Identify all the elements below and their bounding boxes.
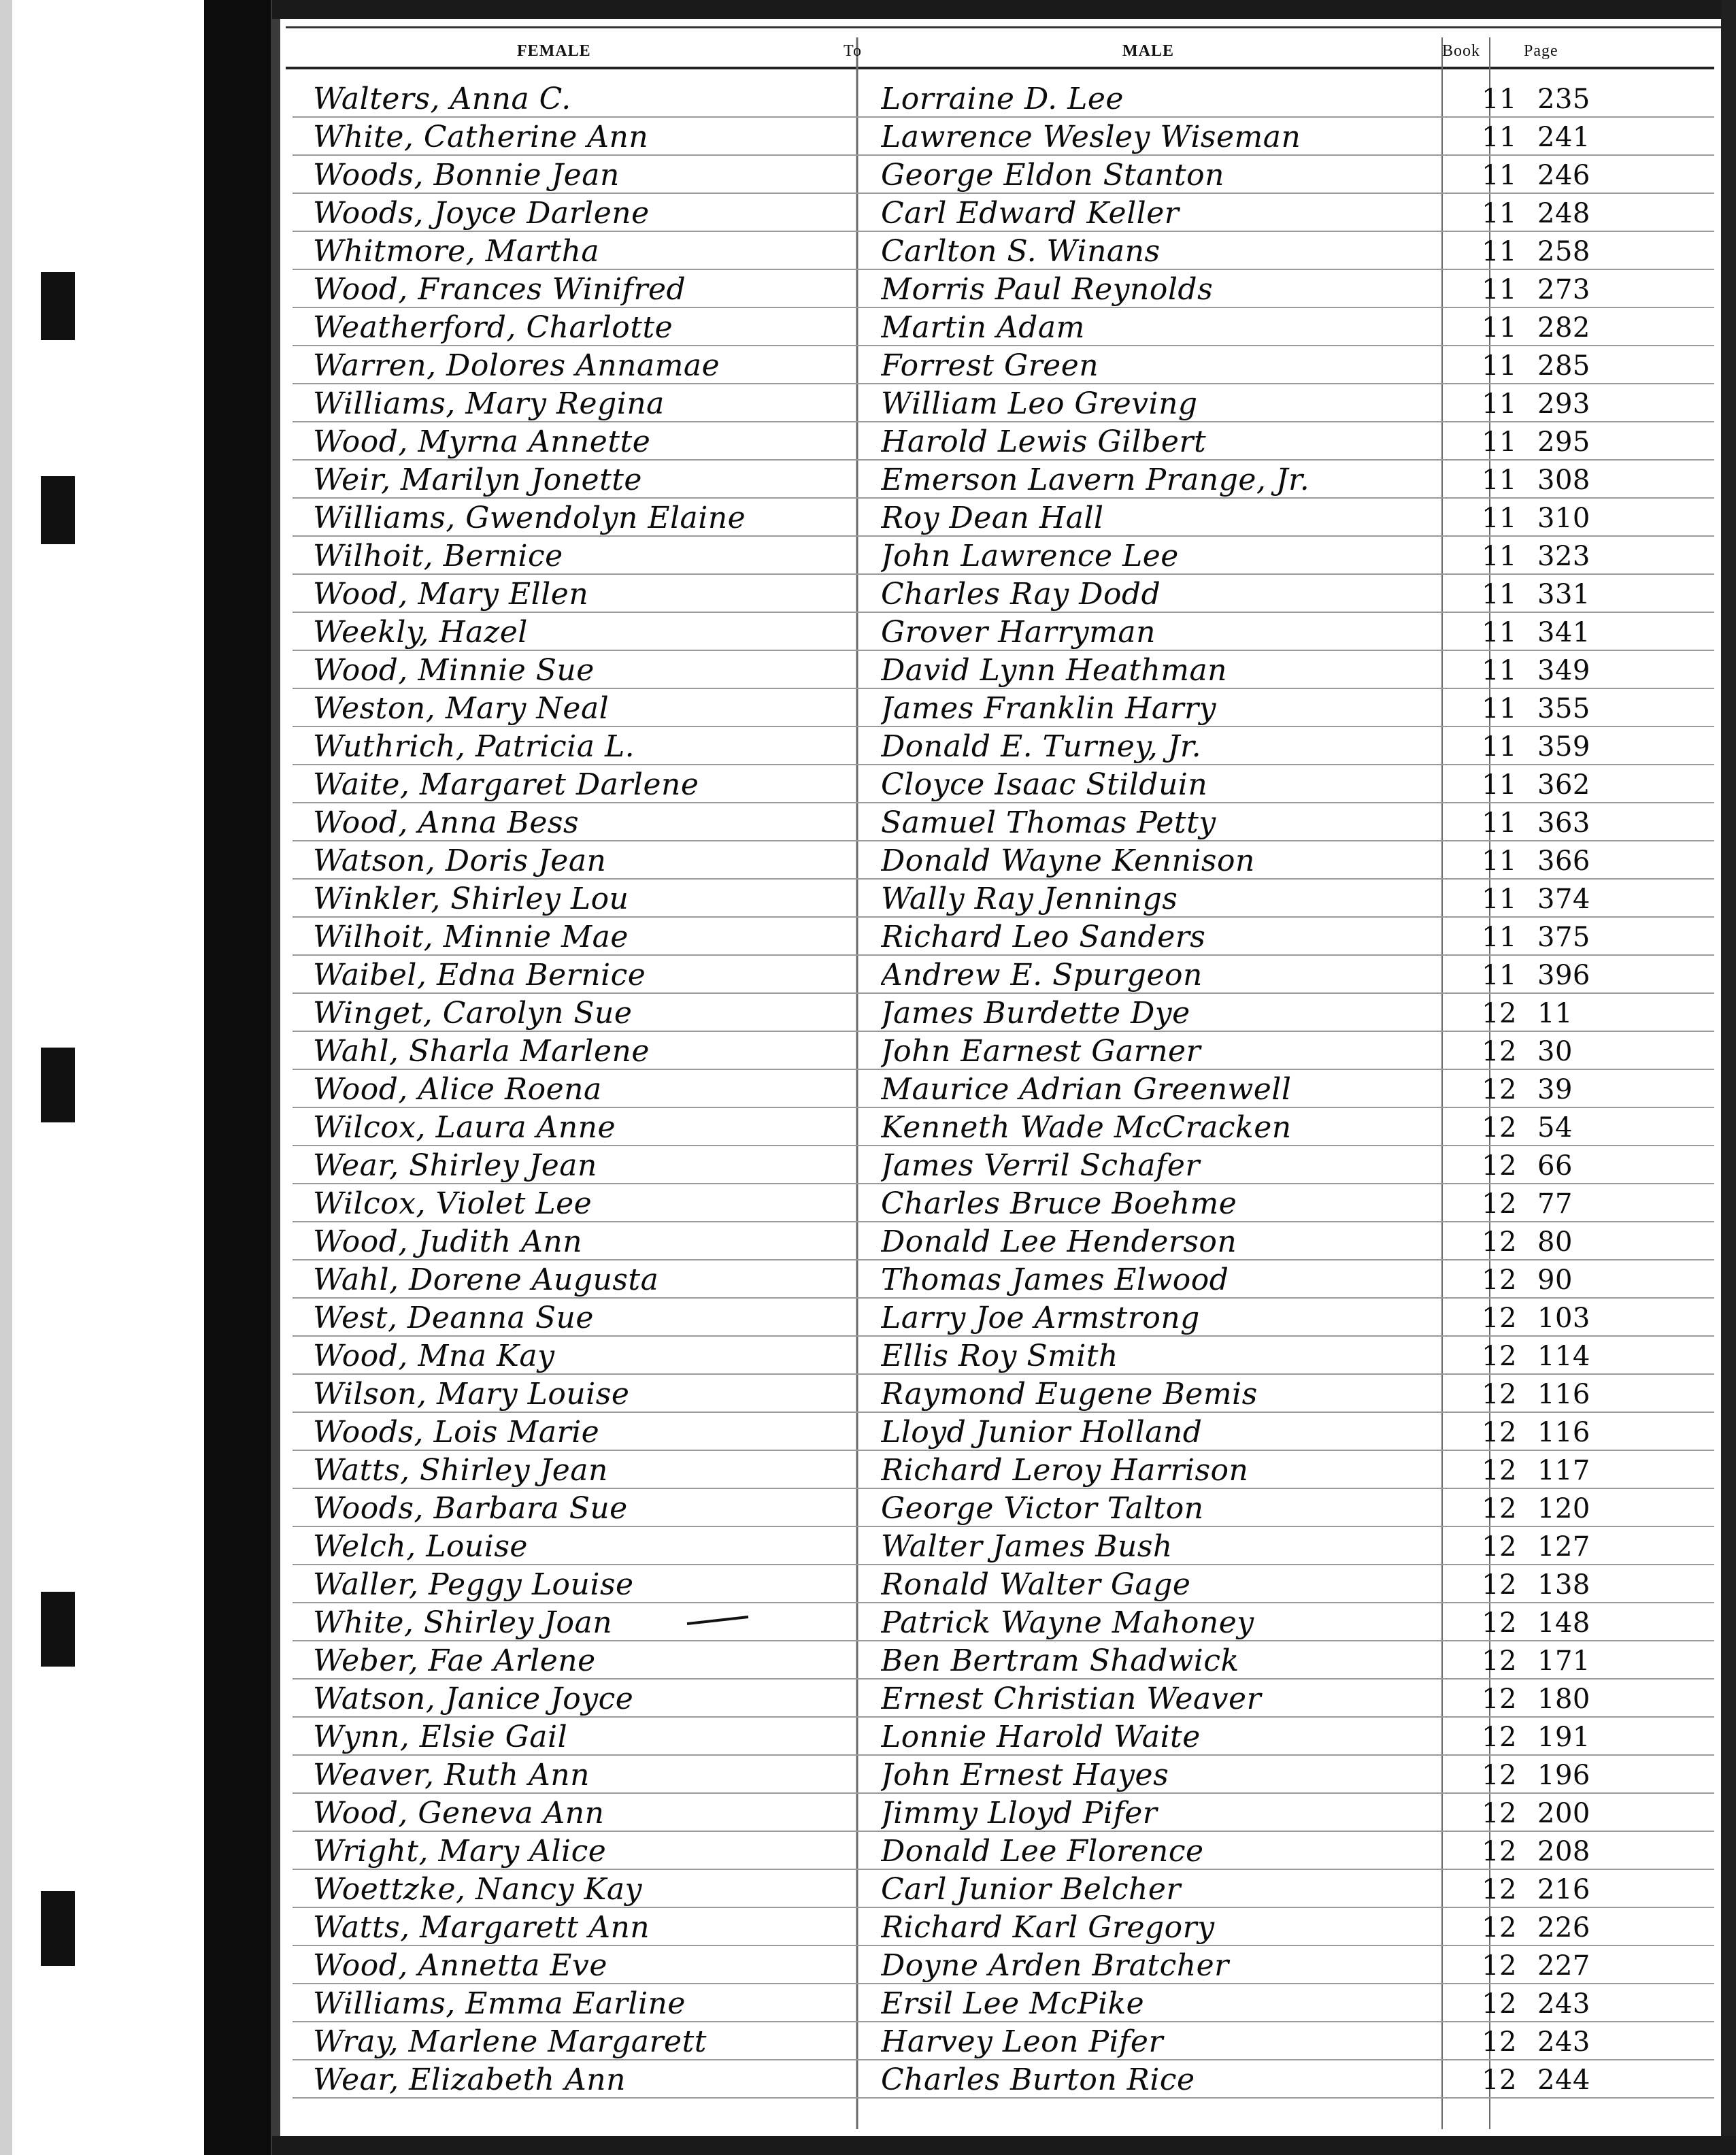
female-name: Williams, Emma Earline xyxy=(313,1986,686,2021)
book-number: 12 xyxy=(1482,1379,1517,1410)
book-number: 12 xyxy=(1482,1760,1517,1791)
book-number: 11 xyxy=(1482,465,1517,496)
page-number: 258 xyxy=(1537,236,1590,267)
table-row xyxy=(299,1528,1653,1566)
male-name: Donald Wayne Kennison xyxy=(881,843,1255,878)
page-number: 180 xyxy=(1537,1684,1590,1715)
male-name: Lawrence Wesley Wiseman xyxy=(881,120,1301,154)
margin-tab xyxy=(41,1891,75,1966)
male-name: Patrick Wayne Mahoney xyxy=(881,1605,1254,1640)
female-name: Wood, Geneva Ann xyxy=(313,1796,605,1831)
book-number: 11 xyxy=(1482,922,1517,953)
book-number: 12 xyxy=(1482,1074,1517,1105)
male-name: Charles Ray Dodd xyxy=(881,577,1161,612)
female-name: Wood, Frances Winifred xyxy=(313,272,686,307)
male-name: Roy Dean Hall xyxy=(881,501,1104,535)
male-name: John Lawrence Lee xyxy=(881,539,1179,573)
female-name: Woods, Barbara Sue xyxy=(313,1491,628,1526)
book-number: 12 xyxy=(1482,1112,1517,1143)
male-name: Ernest Christian Weaver xyxy=(881,1682,1262,1716)
female-name: Woods, Bonnie Jean xyxy=(313,158,620,193)
female-name: Wood, Mna Kay xyxy=(313,1339,555,1373)
table-row xyxy=(299,309,1653,347)
female-name: Wood, Myrna Annette xyxy=(313,424,651,459)
female-name: Watson, Doris Jean xyxy=(313,843,607,878)
female-name: Watts, Shirley Jean xyxy=(313,1453,608,1488)
binding-strip xyxy=(204,0,272,2155)
page-number: 226 xyxy=(1537,1912,1590,1943)
book-number: 11 xyxy=(1482,693,1517,724)
table-row xyxy=(299,1718,1653,1756)
book-number: 11 xyxy=(1482,312,1517,344)
male-name: Doyne Arden Bratcher xyxy=(881,1948,1229,1983)
female-name: Wood, Judith Ann xyxy=(313,1224,583,1259)
margin-tab xyxy=(41,272,75,340)
page-number: 116 xyxy=(1537,1379,1590,1410)
table-row xyxy=(299,156,1653,195)
male-name: Lonnie Harold Waite xyxy=(881,1720,1201,1754)
table-row xyxy=(299,1985,1653,2023)
male-name: Donald Lee Florence xyxy=(881,1834,1204,1869)
page-number: 120 xyxy=(1537,1493,1590,1524)
page-number: 191 xyxy=(1537,1722,1590,1753)
page-number: 200 xyxy=(1537,1798,1590,1829)
table-row xyxy=(299,690,1653,728)
female-name: Weston, Mary Neal xyxy=(313,691,610,726)
margin-tab xyxy=(41,476,75,544)
table-row xyxy=(299,347,1653,385)
book-number: 11 xyxy=(1482,160,1517,191)
female-name: Wright, Mary Alice xyxy=(313,1834,607,1869)
male-name: Carl Edward Keller xyxy=(881,196,1180,231)
book-number: 12 xyxy=(1482,1226,1517,1258)
table-row xyxy=(299,118,1653,156)
female-name: Wynn, Elsie Gail xyxy=(313,1720,568,1754)
table-row xyxy=(299,766,1653,804)
book-number: 11 xyxy=(1482,388,1517,420)
male-name: Walter James Bush xyxy=(881,1529,1173,1564)
page-number: 77 xyxy=(1537,1188,1573,1220)
table-row xyxy=(299,461,1653,499)
male-name: Grover Harryman xyxy=(881,615,1156,650)
page-number: 196 xyxy=(1537,1760,1590,1791)
book-number: 12 xyxy=(1482,1874,1517,1905)
page-number: 323 xyxy=(1537,541,1590,572)
page-number: 244 xyxy=(1537,2065,1590,2096)
female-name: Wilcox, Laura Anne xyxy=(313,1110,616,1145)
book-number: 11 xyxy=(1482,541,1517,572)
book-number: 11 xyxy=(1482,617,1517,648)
male-name: Richard Leroy Harrison xyxy=(881,1453,1249,1488)
male-name: George Victor Talton xyxy=(881,1491,1204,1526)
page-number: 241 xyxy=(1537,122,1590,153)
book-number: 11 xyxy=(1482,198,1517,229)
page-number: 30 xyxy=(1537,1036,1573,1067)
page-number: 148 xyxy=(1537,1607,1590,1639)
male-name: Lorraine D. Lee xyxy=(881,82,1124,116)
book-number: 12 xyxy=(1482,1493,1517,1524)
female-name: Warren, Dolores Annamae xyxy=(313,348,720,383)
female-name: Woods, Joyce Darlene xyxy=(313,196,650,231)
book-number: 12 xyxy=(1482,1417,1517,1448)
table-row xyxy=(299,423,1653,461)
header-book: Book xyxy=(1442,42,1481,60)
table-row xyxy=(299,652,1653,690)
female-name: Watson, Janice Joyce xyxy=(313,1682,634,1716)
book-number: 12 xyxy=(1482,2026,1517,2058)
page-number: 39 xyxy=(1537,1074,1573,1105)
book-number: 11 xyxy=(1482,655,1517,686)
page-number: 363 xyxy=(1537,807,1590,839)
page-number: 235 xyxy=(1537,84,1590,115)
table-row xyxy=(299,1299,1653,1337)
female-name: Weaver, Ruth Ann xyxy=(313,1758,590,1792)
table-row xyxy=(299,1756,1653,1794)
book-number: 12 xyxy=(1482,1684,1517,1715)
table-row xyxy=(299,1871,1653,1909)
table-row xyxy=(299,385,1653,423)
table-row xyxy=(299,1147,1653,1185)
table-row xyxy=(299,537,1653,575)
male-name: John Earnest Garner xyxy=(881,1034,1201,1069)
female-name: Wahl, Sharla Marlene xyxy=(313,1034,650,1069)
male-name: Ersil Lee McPike xyxy=(881,1986,1145,2021)
page-number: 216 xyxy=(1537,1874,1590,1905)
table-row xyxy=(299,1414,1653,1452)
margin-tab xyxy=(41,1048,75,1122)
male-name: Maurice Adrian Greenwell xyxy=(881,1072,1292,1107)
female-name: Wray, Marlene Margarett xyxy=(313,2024,707,2059)
page-number: 114 xyxy=(1537,1341,1590,1372)
margin-tab xyxy=(41,1592,75,1667)
female-name: Williams, Mary Regina xyxy=(313,386,665,421)
female-name: Wood, Mary Ellen xyxy=(313,577,589,612)
table-row xyxy=(299,233,1653,271)
page-number: 138 xyxy=(1537,1569,1590,1601)
book-number: 11 xyxy=(1482,769,1517,801)
male-name: William Leo Greving xyxy=(881,386,1198,421)
male-name: Cloyce Isaac Stilduin xyxy=(881,767,1208,802)
female-name: White, Shirley Joan xyxy=(313,1605,613,1640)
table-row xyxy=(299,1223,1653,1261)
book-number: 11 xyxy=(1482,846,1517,877)
male-name: Carl Junior Belcher xyxy=(881,1872,1181,1907)
female-name: Wahl, Dorene Augusta xyxy=(313,1263,659,1297)
female-name: Wear, Shirley Jean xyxy=(313,1148,597,1183)
book-number: 12 xyxy=(1482,1569,1517,1601)
ledger-content xyxy=(299,0,1653,2155)
page-number: 349 xyxy=(1537,655,1590,686)
book-number: 12 xyxy=(1482,1150,1517,1182)
female-name: Winkler, Shirley Lou xyxy=(313,882,629,916)
male-name: Andrew E. Spurgeon xyxy=(881,958,1203,992)
female-name: Walters, Anna C. xyxy=(313,82,571,116)
male-name: James Verril Schafer xyxy=(881,1148,1200,1183)
page-number: 396 xyxy=(1537,960,1590,991)
table-row xyxy=(299,918,1653,956)
book-number: 11 xyxy=(1482,427,1517,458)
book-number: 12 xyxy=(1482,1950,1517,1982)
female-name: Williams, Gwendolyn Elaine xyxy=(313,501,746,535)
male-name: Charles Burton Rice xyxy=(881,2062,1195,2097)
table-row xyxy=(299,1452,1653,1490)
book-number: 12 xyxy=(1482,1836,1517,1867)
female-name: Weber, Fae Arlene xyxy=(313,1643,596,1678)
table-row xyxy=(299,1566,1653,1604)
book-number: 12 xyxy=(1482,1188,1517,1220)
male-name: Thomas James Elwood xyxy=(881,1263,1229,1297)
male-name: Samuel Thomas Petty xyxy=(881,805,1216,840)
table-row xyxy=(299,1071,1653,1109)
male-name: Carlton S. Winans xyxy=(881,234,1161,269)
table-row xyxy=(299,195,1653,233)
female-name: Watts, Margarett Ann xyxy=(313,1910,650,1945)
male-name: Emerson Lavern Prange, Jr. xyxy=(881,463,1310,497)
male-name: Donald E. Turney, Jr. xyxy=(881,729,1202,764)
female-name: Weir, Marilyn Jonette xyxy=(313,463,642,497)
book-number: 11 xyxy=(1482,236,1517,267)
page-number: 227 xyxy=(1537,1950,1590,1982)
table-row xyxy=(299,575,1653,614)
table-row xyxy=(299,1375,1653,1414)
table-row xyxy=(299,842,1653,880)
female-name: Whitmore, Martha xyxy=(313,234,600,269)
book-number: 12 xyxy=(1482,1646,1517,1677)
male-name: Wally Ray Jennings xyxy=(881,882,1178,916)
book-number: 12 xyxy=(1482,998,1517,1029)
book-number: 11 xyxy=(1482,274,1517,305)
female-name: Woettzke, Nancy Kay xyxy=(313,1872,643,1907)
page-number: 375 xyxy=(1537,922,1590,953)
table-row xyxy=(299,1490,1653,1528)
table-row xyxy=(299,880,1653,918)
female-name: Wilson, Mary Louise xyxy=(313,1377,630,1411)
book-number: 12 xyxy=(1482,1303,1517,1334)
female-name: White, Catherine Ann xyxy=(313,120,649,154)
table-row xyxy=(299,1833,1653,1871)
header-page: Page xyxy=(1524,42,1558,60)
male-name: Larry Joe Armstrong xyxy=(881,1301,1200,1335)
male-name: Kenneth Wade McCracken xyxy=(881,1110,1292,1145)
book-number: 11 xyxy=(1482,807,1517,839)
table-row xyxy=(299,2061,1653,2099)
book-number: 11 xyxy=(1482,960,1517,991)
table-row xyxy=(299,1261,1653,1299)
book-number: 11 xyxy=(1482,731,1517,763)
female-name: Waibel, Edna Bernice xyxy=(313,958,646,992)
page-number: 243 xyxy=(1537,1988,1590,2020)
female-name: Wood, Alice Roena xyxy=(313,1072,602,1107)
book-number: 12 xyxy=(1482,1265,1517,1296)
male-name: Jimmy Lloyd Pifer xyxy=(881,1796,1158,1831)
book-number: 12 xyxy=(1482,1531,1517,1563)
table-row xyxy=(299,1604,1653,1642)
page-number: 11 xyxy=(1537,998,1573,1029)
male-name: George Eldon Stanton xyxy=(881,158,1224,193)
male-name: Raymond Eugene Bemis xyxy=(881,1377,1258,1411)
table-row xyxy=(299,1033,1653,1071)
book-number: 11 xyxy=(1482,350,1517,382)
table-row xyxy=(299,2023,1653,2061)
page-number: 171 xyxy=(1537,1646,1590,1677)
book-number: 11 xyxy=(1482,122,1517,153)
header-male: MALE xyxy=(1122,42,1174,60)
female-name: Welch, Louise xyxy=(313,1529,528,1564)
male-name: Richard Leo Sanders xyxy=(881,920,1206,954)
book-number: 12 xyxy=(1482,1341,1517,1372)
page-number: 282 xyxy=(1537,312,1590,344)
female-name: Wuthrich, Patricia L. xyxy=(313,729,635,764)
table-row xyxy=(299,1909,1653,1947)
male-name: Harold Lewis Gilbert xyxy=(881,424,1207,459)
female-name: Weatherford, Charlotte xyxy=(313,310,673,345)
male-name: John Ernest Hayes xyxy=(881,1758,1169,1792)
table-row xyxy=(299,728,1653,766)
page-number: 366 xyxy=(1537,846,1590,877)
page-number: 310 xyxy=(1537,503,1590,534)
page-number: 90 xyxy=(1537,1265,1573,1296)
male-name: Ellis Roy Smith xyxy=(881,1339,1118,1373)
book-number: 12 xyxy=(1482,1036,1517,1067)
table-row xyxy=(299,995,1653,1033)
page-number: 359 xyxy=(1537,731,1590,763)
page-number: 293 xyxy=(1537,388,1590,420)
header-to: To xyxy=(844,42,862,60)
male-name: Donald Lee Henderson xyxy=(881,1224,1237,1259)
male-name: Lloyd Junior Holland xyxy=(881,1415,1203,1450)
male-name: David Lynn Heathman xyxy=(881,653,1228,688)
page-number: 273 xyxy=(1537,274,1590,305)
book-number: 12 xyxy=(1482,1722,1517,1753)
page-number: 116 xyxy=(1537,1417,1590,1448)
female-name: Weekly, Hazel xyxy=(313,615,528,650)
male-name: James Franklin Harry xyxy=(881,691,1216,726)
table-row xyxy=(299,1680,1653,1718)
female-name: Wilcox, Violet Lee xyxy=(313,1186,592,1221)
page-number: 103 xyxy=(1537,1303,1590,1334)
page-number: 243 xyxy=(1537,2026,1590,2058)
female-name: West, Deanna Sue xyxy=(313,1301,594,1335)
male-name: Morris Paul Reynolds xyxy=(881,272,1214,307)
table-row xyxy=(299,1947,1653,1985)
table-row xyxy=(299,614,1653,652)
page-number: 66 xyxy=(1537,1150,1573,1182)
page-number: 341 xyxy=(1537,617,1590,648)
female-name: Wilhoit, Bernice xyxy=(313,539,563,573)
page-number: 246 xyxy=(1537,160,1590,191)
female-name: Woods, Lois Marie xyxy=(313,1415,600,1450)
book-number: 11 xyxy=(1482,884,1517,915)
male-name: Richard Karl Gregory xyxy=(881,1910,1215,1945)
book-number: 12 xyxy=(1482,1912,1517,1943)
female-name: Wood, Anna Bess xyxy=(313,805,580,840)
female-name: Waite, Margaret Darlene xyxy=(313,767,699,802)
page-number: 127 xyxy=(1537,1531,1590,1563)
male-name: Harvey Leon Pifer xyxy=(881,2024,1163,2059)
table-row xyxy=(299,1794,1653,1833)
book-number: 12 xyxy=(1482,1988,1517,2020)
page-number: 362 xyxy=(1537,769,1590,801)
male-name: Charles Bruce Boehme xyxy=(881,1186,1237,1221)
page-number: 295 xyxy=(1537,427,1590,458)
page-number: 248 xyxy=(1537,198,1590,229)
female-name: Wood, Minnie Sue xyxy=(313,653,595,688)
table-row xyxy=(299,499,1653,537)
page-number: 374 xyxy=(1537,884,1590,915)
male-name: Ronald Walter Gage xyxy=(881,1567,1191,1602)
female-name: Wood, Annetta Eve xyxy=(313,1948,607,1983)
page-number: 117 xyxy=(1537,1455,1590,1486)
male-name: Martin Adam xyxy=(881,310,1085,345)
table-row xyxy=(299,80,1653,118)
male-name: James Burdette Dye xyxy=(881,996,1190,1031)
table-row xyxy=(299,1185,1653,1223)
male-name: Ben Bertram Shadwick xyxy=(881,1643,1239,1678)
table-row xyxy=(299,1642,1653,1680)
book-number: 12 xyxy=(1482,1798,1517,1829)
page-number: 355 xyxy=(1537,693,1590,724)
male-name: Forrest Green xyxy=(881,348,1099,383)
female-name: Wilhoit, Minnie Mae xyxy=(313,920,629,954)
page-number: 285 xyxy=(1537,350,1590,382)
table-row xyxy=(299,271,1653,309)
book-number: 12 xyxy=(1482,1607,1517,1639)
book-number: 11 xyxy=(1482,579,1517,610)
female-name: Wear, Elizabeth Ann xyxy=(313,2062,626,2097)
book-number: 12 xyxy=(1482,1455,1517,1486)
header-female: FEMALE xyxy=(517,42,591,60)
page-number: 308 xyxy=(1537,465,1590,496)
page-number: 80 xyxy=(1537,1226,1573,1258)
page-number: 208 xyxy=(1537,1836,1590,1867)
book-number: 12 xyxy=(1482,2065,1517,2096)
table-row xyxy=(299,1109,1653,1147)
page-number: 54 xyxy=(1537,1112,1573,1143)
book-number: 11 xyxy=(1482,503,1517,534)
table-row xyxy=(299,1337,1653,1375)
book-number: 11 xyxy=(1482,84,1517,115)
female-name: Waller, Peggy Louise xyxy=(313,1567,634,1602)
page-number: 331 xyxy=(1537,579,1590,610)
female-name: Winget, Carolyn Sue xyxy=(313,996,633,1031)
table-row xyxy=(299,804,1653,842)
table-row xyxy=(299,956,1653,995)
